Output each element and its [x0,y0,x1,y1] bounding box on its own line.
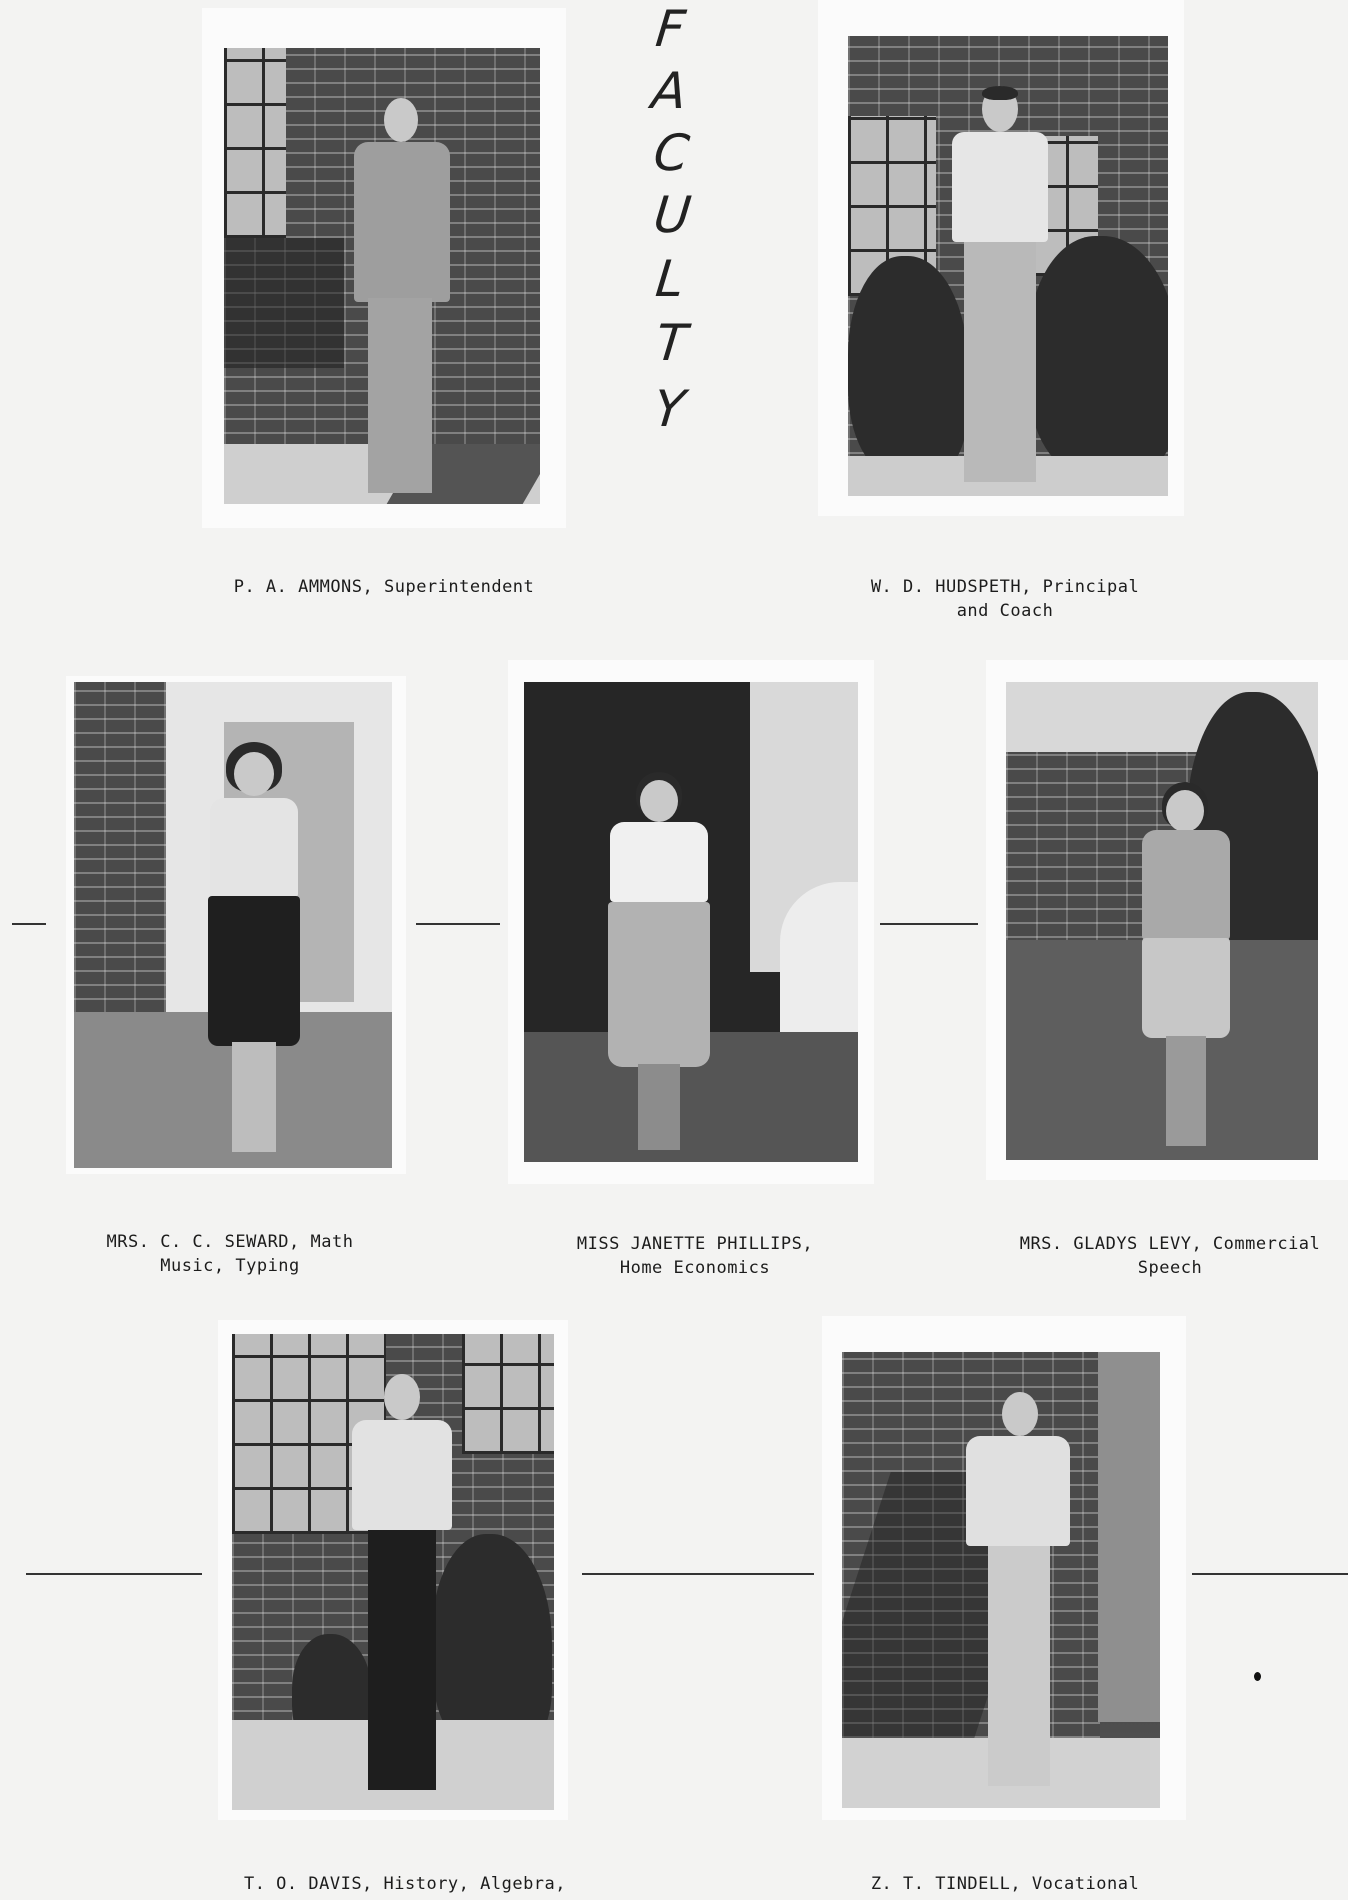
caption-davis [210,1872,600,1896]
caption-name-line: W. D. HUDSPETH, Principal [870,577,1140,597]
title-letter-u: U [650,186,694,244]
person-figure [204,742,304,1157]
faculty-photo-seward [66,676,406,1174]
title-letter-f: F [652,0,688,58]
person-figure [342,1374,462,1794]
photo-image [74,682,392,1168]
caption-hudspeth [820,575,1190,623]
person-figure [936,86,1066,486]
caption-name-line: T. O. DAVIS, History, Algebra, [243,1874,567,1894]
faculty-photo-davis [218,1320,568,1820]
divider-rule [26,1573,202,1575]
faculty-photo-levy [986,660,1348,1180]
person-figure [604,772,714,1152]
title-letter-y: Y [650,380,688,438]
photo-image [224,48,540,504]
caption-role-line: Home Economics [619,1258,771,1278]
person-figure [342,98,462,498]
person-figure [1136,782,1236,1152]
title-letter-c: C [650,124,692,182]
caption-phillips [510,1232,880,1280]
ink-dot [1254,1672,1261,1681]
caption-role-line: Speech [1137,1258,1203,1278]
caption-role-line: and Coach [956,601,1054,621]
caption-role-line: Music, Typing [160,1256,300,1276]
title-letter-t: T [652,314,690,372]
divider-rule [582,1573,814,1575]
caption-levy [990,1232,1348,1280]
faculty-photo-ammons [202,8,566,528]
divider-rule [880,923,978,925]
photo-image [848,36,1168,496]
faculty-photo-tindell [822,1316,1186,1820]
divider-rule [1192,1573,1348,1575]
faculty-photo-phillips [508,660,874,1184]
caption-name-line: P. A. AMMONS, Superintendent [233,577,535,597]
caption-name-line: MRS. C. C. SEWARD, Math [106,1232,354,1252]
divider-rule [416,923,500,925]
caption-name-line: MISS JANETTE PHILLIPS, [576,1234,814,1254]
caption-seward [50,1230,410,1278]
caption-tindell [820,1872,1190,1896]
title-letter-l: L [652,250,687,308]
photo-image [232,1334,554,1810]
caption-name-line: Z. T. TINDELL, Vocational [870,1874,1140,1894]
divider-rule [12,923,46,925]
photo-image [1006,682,1318,1160]
caption-ammons [196,575,572,599]
photo-image [524,682,858,1162]
person-figure [958,1392,1078,1792]
title-letter-a: A [648,62,690,120]
faculty-photo-hudspeth [818,0,1184,516]
caption-name-line: MRS. GLADYS LEVY, Commercial [1019,1234,1321,1254]
photo-image [842,1352,1160,1808]
